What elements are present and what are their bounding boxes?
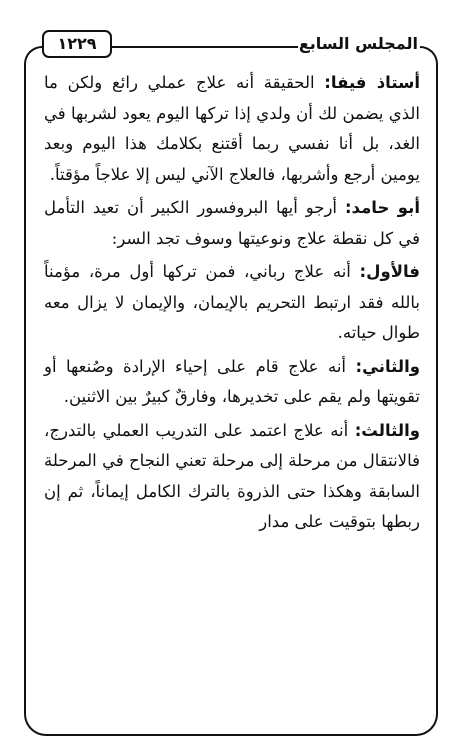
speaker-label: أبو حامد: <box>344 198 420 217</box>
dialogue-paragraph <box>44 352 420 413</box>
speaker-label: والثاني: <box>355 356 420 376</box>
paragraph-text: أرجو أيها البروفسور الكبير أن تعيد التأمل في كل نقطة علاج ونوعيتها وسوف تجد السر: <box>44 198 420 248</box>
page-number: ١٢٢٩ <box>42 30 112 58</box>
running-title: المجلس السابع <box>300 32 418 56</box>
paragraph-text: الحقيقة أنه علاج عملي رائع ولكن ما الذي يضمن لك أن ولدي إذا تركها اليوم يعود لشربها في الغد، بل أنا نفسي ربما أقتنع بكلامك هذا اليوم وبعد يومين أرجع وأشربها، فالعلاج الآني ليس إلا علاجاً مؤقتاً. <box>44 73 420 184</box>
dialogue-paragraph <box>44 416 420 538</box>
paragraph-text: أنه علاج اعتمد على التدريب العملي بالتدرج، فالانتقال من مرحلة إلى مرحلة تعني النجاح في المرحلة السابقة وهكذا حتى الذروة بالترك الكامل إيماناً، ثم إن ربطها بتوقيت على مدار <box>44 420 420 531</box>
dialogue-body <box>44 68 420 541</box>
paragraph-text: أنه علاج رباني، فمن تركها أول مرة، مؤمناً بالله فقد ارتبط التحريم بالإيمان، والإيمان لا يزال معه طوال حياته. <box>44 262 420 342</box>
speaker-label: أستاذ فيفا: <box>324 73 420 92</box>
speaker-label: فالأول: <box>359 262 420 281</box>
paragraph-text: أنه علاج قام على إحياء الإرادة وصُنعها أو تقويتها ولم يقم على تخديرها، وفارقٌ كبيرٌ بين الاثنين. <box>44 356 420 406</box>
speaker-label: والثالث: <box>354 420 420 440</box>
dialogue-paragraph <box>44 193 420 254</box>
dialogue-paragraph <box>44 257 420 349</box>
dialogue-paragraph <box>44 68 420 190</box>
header-rule <box>112 46 298 48</box>
